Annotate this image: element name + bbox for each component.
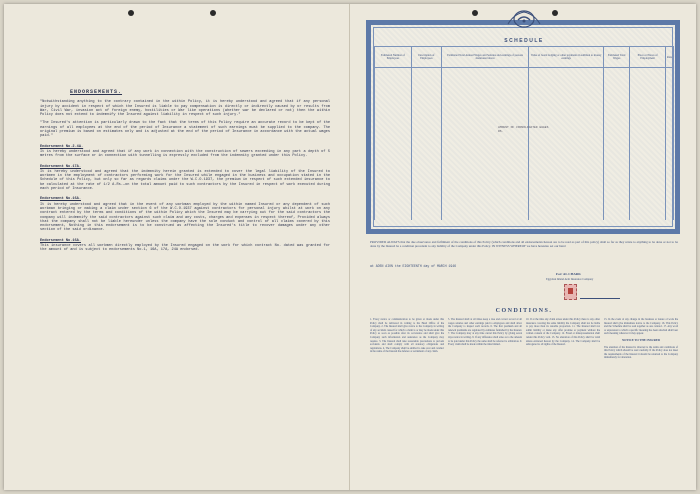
- conditions-column: 10. If at the time any claim arises under this Policy there is any other insurance covering the same liability the Company shall not be liable to pay more than its rateable proportion. 11. The Insured shall not admit liability or make any offer promise or payment without the written consent of the Company. 12. Fraud or misrepresentation shall render this Policy void. 13. No alteration of this Policy shall be valid unless endorsed hereon by the Company. 14. The Company shall be subrogated to all rights of the Insured.: [526, 318, 600, 347]
- conditions-columns: [370, 318, 678, 484]
- company-crest-icon: [504, 8, 544, 30]
- schedule-col-header: Rate: [665, 47, 673, 68]
- endorsement-text: This insurance covers all workmen directly employed by the Insured engaged on the work for which contract No. dated was granted for the amount of and is subject to endorsements No.1, 16A, 17A, 24A endorsed.: [40, 244, 330, 253]
- endorsement-text: It is hereby understood and agreed that if any work in connection with the construction of sewers exceeding in any part a depth of 5 metres from the surface or in connection with tunnelling is expressly excluded from the indemnity granted under this Policy.: [40, 149, 330, 159]
- endorsements-title: ENDORSEMENTS.: [70, 89, 123, 95]
- punch-hole: [128, 10, 134, 16]
- wages-stamp: AMOUNT OF CONSOLIDATED WAGES RS.: [498, 126, 549, 133]
- wages-clause: "The Insured's attention is particularly drawn to the fact that the terms of this Policy require an accurate record to be kept of the earnings of all employees at the end of the period of Insurance a statement of such earnings must be supplied to the company. The original premium is based on estimates only and is adjusted at the end of the period of Insurance in accordance with the actual wages paid.": [40, 121, 330, 139]
- schedule-col-header: Estimated Total Wages: [603, 47, 630, 68]
- conditions-column: 1. Every notice or communication to be given or made under this Policy shall be delivered in writing to the Head Office of the Company. 2. The Insured shall give notice to the Company in writing of any accident caused for which a claim is or may be made under this Policy as soon as possible after its occurrence and shall give the Company such information and assistance as the Company may require. 3. The Insured shall take reasonable precautions to prevent accidents and shall comply with all statutory obligations and regulations. 4. The Company shall be entitled to take over and conduct in the name of the Insured the defence or settlement of any claim.: [370, 318, 444, 354]
- endorsement-heading: Endorsement No.16A.: [40, 197, 81, 202]
- endorsement-heading: Endorsement No.17A.: [40, 164, 81, 169]
- endorsement-heading: Endorsement No.16A.: [40, 238, 81, 243]
- war-clause: "Notwithstanding anything to the contrary contained in the within Policy, it is hereby understood and agreed that if any personal injury by accident in respect of which the Insured is liable to pay compensation is directly or indirectly caused by or results from War, Civil War, invasion act of foreign enemy, hostilities or War like operations (whether war be declared or not) then the within Policy does not extend to indemnify the Insured against liability in respect of such injury.": [40, 100, 330, 118]
- schedule-col-header: Place or Places of Employment: [630, 47, 665, 68]
- proviso-text: PROVIDED ALWAYS that the due observance and fulfilment of the conditions of this Policy (which conditions and all endorsements hereon are to be read as part of this policy) shall so far as they relate to anything to be done or not to be done by the Insured be a condition precedent to any liability of the Company under this Policy. IN WITNESS WHEREOF we have hereunto set our hand: [370, 240, 678, 249]
- endorsement-text: It is hereby understood and agreed that the indemnity herein granted is extended to cover the legal liability of the Insured to workmen in the employment of contractors performing work for the Insured while engaged in the business and occupation stated in the Schedule of this Policy, but only so far as regards claims under the W.C.O.1937, the premium in respect of such extended insurance to be calculated at the rate of 1/2 A.Rs.—on the total amount paid to such contractors by the Insured in respect of work executed during each period of Insurance.: [40, 169, 330, 192]
- endorsement-heading: Endorsement No.2.4A.: [40, 144, 84, 149]
- endorsement-text: It is hereby understood and agreed that in the event of any workman employed by the within named Insured or any dependent of such workman bringing or making a claim under section 6 of the W.C.O.1937 against contractors for personal injury whilst at work on any contract entered by the terms and conditions of the within Policy which the Insured may be carrying out for the said contractors the company will indemnify the said contractors against such claim and any costs, charges and expenses in respect thereof, Provided always that the company shall not be liable hereunder unless the company have the sole conduct and control of all claims covered by this endorsement, Nothing in this endorsement is to be construed as affecting the Insured's title to recover damages under any other section of the said ordinance.: [40, 202, 330, 233]
- signature-company: For/ AL CHARK: [556, 272, 581, 276]
- schedule-col-header: Estimated Number of Employees: [375, 47, 412, 68]
- conditions-column: 5. The Insured shall at all times keep a true and correct record of all wages salaries and other earnings paid to employees and shall allow the Company to inspect such records. 6. The first premium and all renewal premiums are regulated by estimates furnished by the Insured. 7. The Company may at any time cancel this Policy by giving seven days notice in writing. 8. If any difference shall arise as to the amount to be paid under this Policy the same shall be referred to arbitration. 9. Every claim shall be made within the time limited.: [448, 318, 522, 347]
- schedule-col-header: Estimated Total Annual Wages and Salaries and earnings of persons mentioned above: [441, 47, 529, 68]
- notice-title: NOTICE TO THE INSURED: [621, 337, 661, 342]
- signature-subtitle: Egyptian Inland Arab Insurance Company: [546, 278, 594, 281]
- schedule-col-header: Description of Employees: [411, 47, 441, 68]
- signature-line: [580, 298, 620, 299]
- schedule-title: SCHEDULE: [504, 38, 544, 44]
- conditions-column-last: 15. In the event of any change in the business or nature of work the Insured shall give immediate notice to the Company. 16. This Policy and the Schedule shall be read together as one contract. 17. Any word or expression to which a specific meaning has been attached shall bear such meaning wherever it may appear. NOTICE TO THE INSURED The attention of the Insured is directed to the terms and conditions of this Policy which should be read carefully. If the Policy does not meet the requirements of the Insured it should be returned to the Company immediately for alteration.: [604, 318, 678, 360]
- center-fold: [349, 4, 350, 490]
- policy-page: [360, 8, 688, 486]
- revenue-stamp: [564, 284, 577, 300]
- notice-text: The attention of the Insured is directed to the terms and conditions of this Policy which should be read carefully. If the Policy does not meet the requirements of the Insured it should be returned to the Company immediately for alteration.: [604, 345, 678, 360]
- punch-hole: [210, 10, 216, 16]
- conditions-title: CONDITIONS.: [495, 308, 553, 314]
- schedule-col-header: Value of board lodging or other payments in addition to money earnings: [529, 47, 603, 68]
- witness-line: at ADEN AION the EIGHTEENTH day of MARCH 1946: [370, 264, 457, 268]
- endorsements-page: [40, 90, 330, 257]
